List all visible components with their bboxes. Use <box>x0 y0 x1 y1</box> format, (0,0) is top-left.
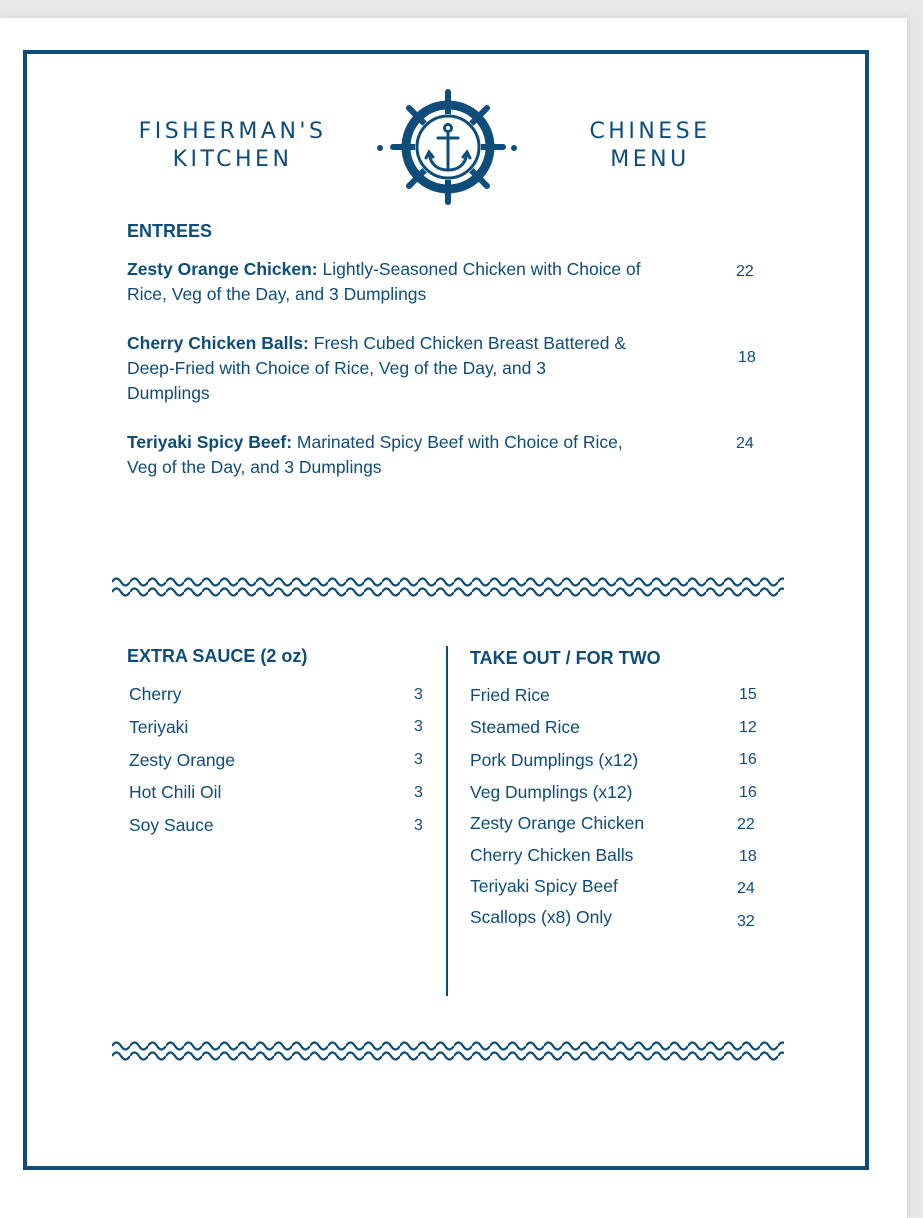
take-out-item-name: Cherry Chicken Balls <box>470 845 634 865</box>
entree-description: Fresh Cubed Chicken Breast Battered & Deep-Fried with Choice of Rice, Veg of the Day, and 3 Dumplings <box>127 333 626 403</box>
wave-divider <box>112 1036 784 1066</box>
take-out-heading: TAKE OUT / FOR TWO <box>470 648 661 668</box>
sauce-price: 3 <box>414 817 423 834</box>
sauce-name: Hot Chili Oil <box>129 782 222 802</box>
entree-name: Zesty Orange Chicken: <box>127 259 318 279</box>
extra-sauce-heading: EXTRA SAUCE (2 oz) <box>127 646 308 666</box>
column-divider <box>446 646 448 996</box>
sauce-price: 3 <box>414 718 423 735</box>
entree-description: Lightly-Seasoned Chicken with Choice of Rice, Veg of the Day, and 3 Dumplings <box>127 259 641 304</box>
restaurant-name-line2: KITCHEN <box>172 147 293 172</box>
take-out-item-price: 15 <box>739 686 757 703</box>
take-out-item-name: Zesty Orange Chicken <box>470 813 645 833</box>
take-out-item-name: Fried Rice <box>470 685 550 705</box>
entree-name: Cherry Chicken Balls: <box>127 333 309 353</box>
take-out-item-name: Teriyaki Spicy Beef <box>470 876 618 896</box>
entree-item <box>127 331 627 406</box>
take-out-item-name: Pork Dumplings (x12) <box>470 750 639 770</box>
take-out-item-name: Veg Dumplings (x12) <box>470 782 633 802</box>
sauce-name: Teriyaki <box>129 717 189 737</box>
entrees-heading: ENTREES <box>127 221 213 241</box>
entree-price: 18 <box>738 349 756 366</box>
entree-description: Marinated Spicy Beef with Choice of Rice, Veg of the Day, and 3 Dumplings <box>127 432 623 477</box>
entree-item <box>127 257 647 307</box>
sauce-price: 3 <box>414 784 423 801</box>
take-out-item-price: 32 <box>737 913 755 930</box>
menu-title <box>560 118 740 174</box>
take-out-item-name: Steamed Rice <box>470 717 580 737</box>
restaurant-name-line1: FISHERMAN'S <box>138 119 327 144</box>
sauce-name: Zesty Orange <box>129 750 236 770</box>
entree-price: 22 <box>736 263 754 280</box>
restaurant-name <box>120 118 345 174</box>
sauce-name: Soy Sauce <box>129 815 214 835</box>
take-out-item-price: 22 <box>737 816 755 833</box>
menu-title-line2: MENU <box>610 147 690 172</box>
menu-border <box>23 50 869 1170</box>
entree-price: 24 <box>736 435 754 452</box>
menu-title-line1: CHINESE <box>589 119 711 144</box>
take-out-item-price: 16 <box>739 751 757 768</box>
sauce-price: 3 <box>414 751 423 768</box>
ship-wheel-anchor-icon <box>376 88 521 206</box>
take-out-item-price: 16 <box>739 784 757 801</box>
take-out-item-price: 12 <box>739 719 757 736</box>
entree-name: Teriyaki Spicy Beef: <box>127 432 293 452</box>
entree-item <box>127 430 647 480</box>
take-out-item-price: 18 <box>739 848 757 865</box>
take-out-item-price: 24 <box>737 880 755 897</box>
sauce-price: 3 <box>414 686 423 703</box>
take-out-item-name: Scallops (x8) Only <box>470 907 612 927</box>
sauce-name: Cherry <box>129 684 182 704</box>
wave-divider <box>112 572 784 602</box>
